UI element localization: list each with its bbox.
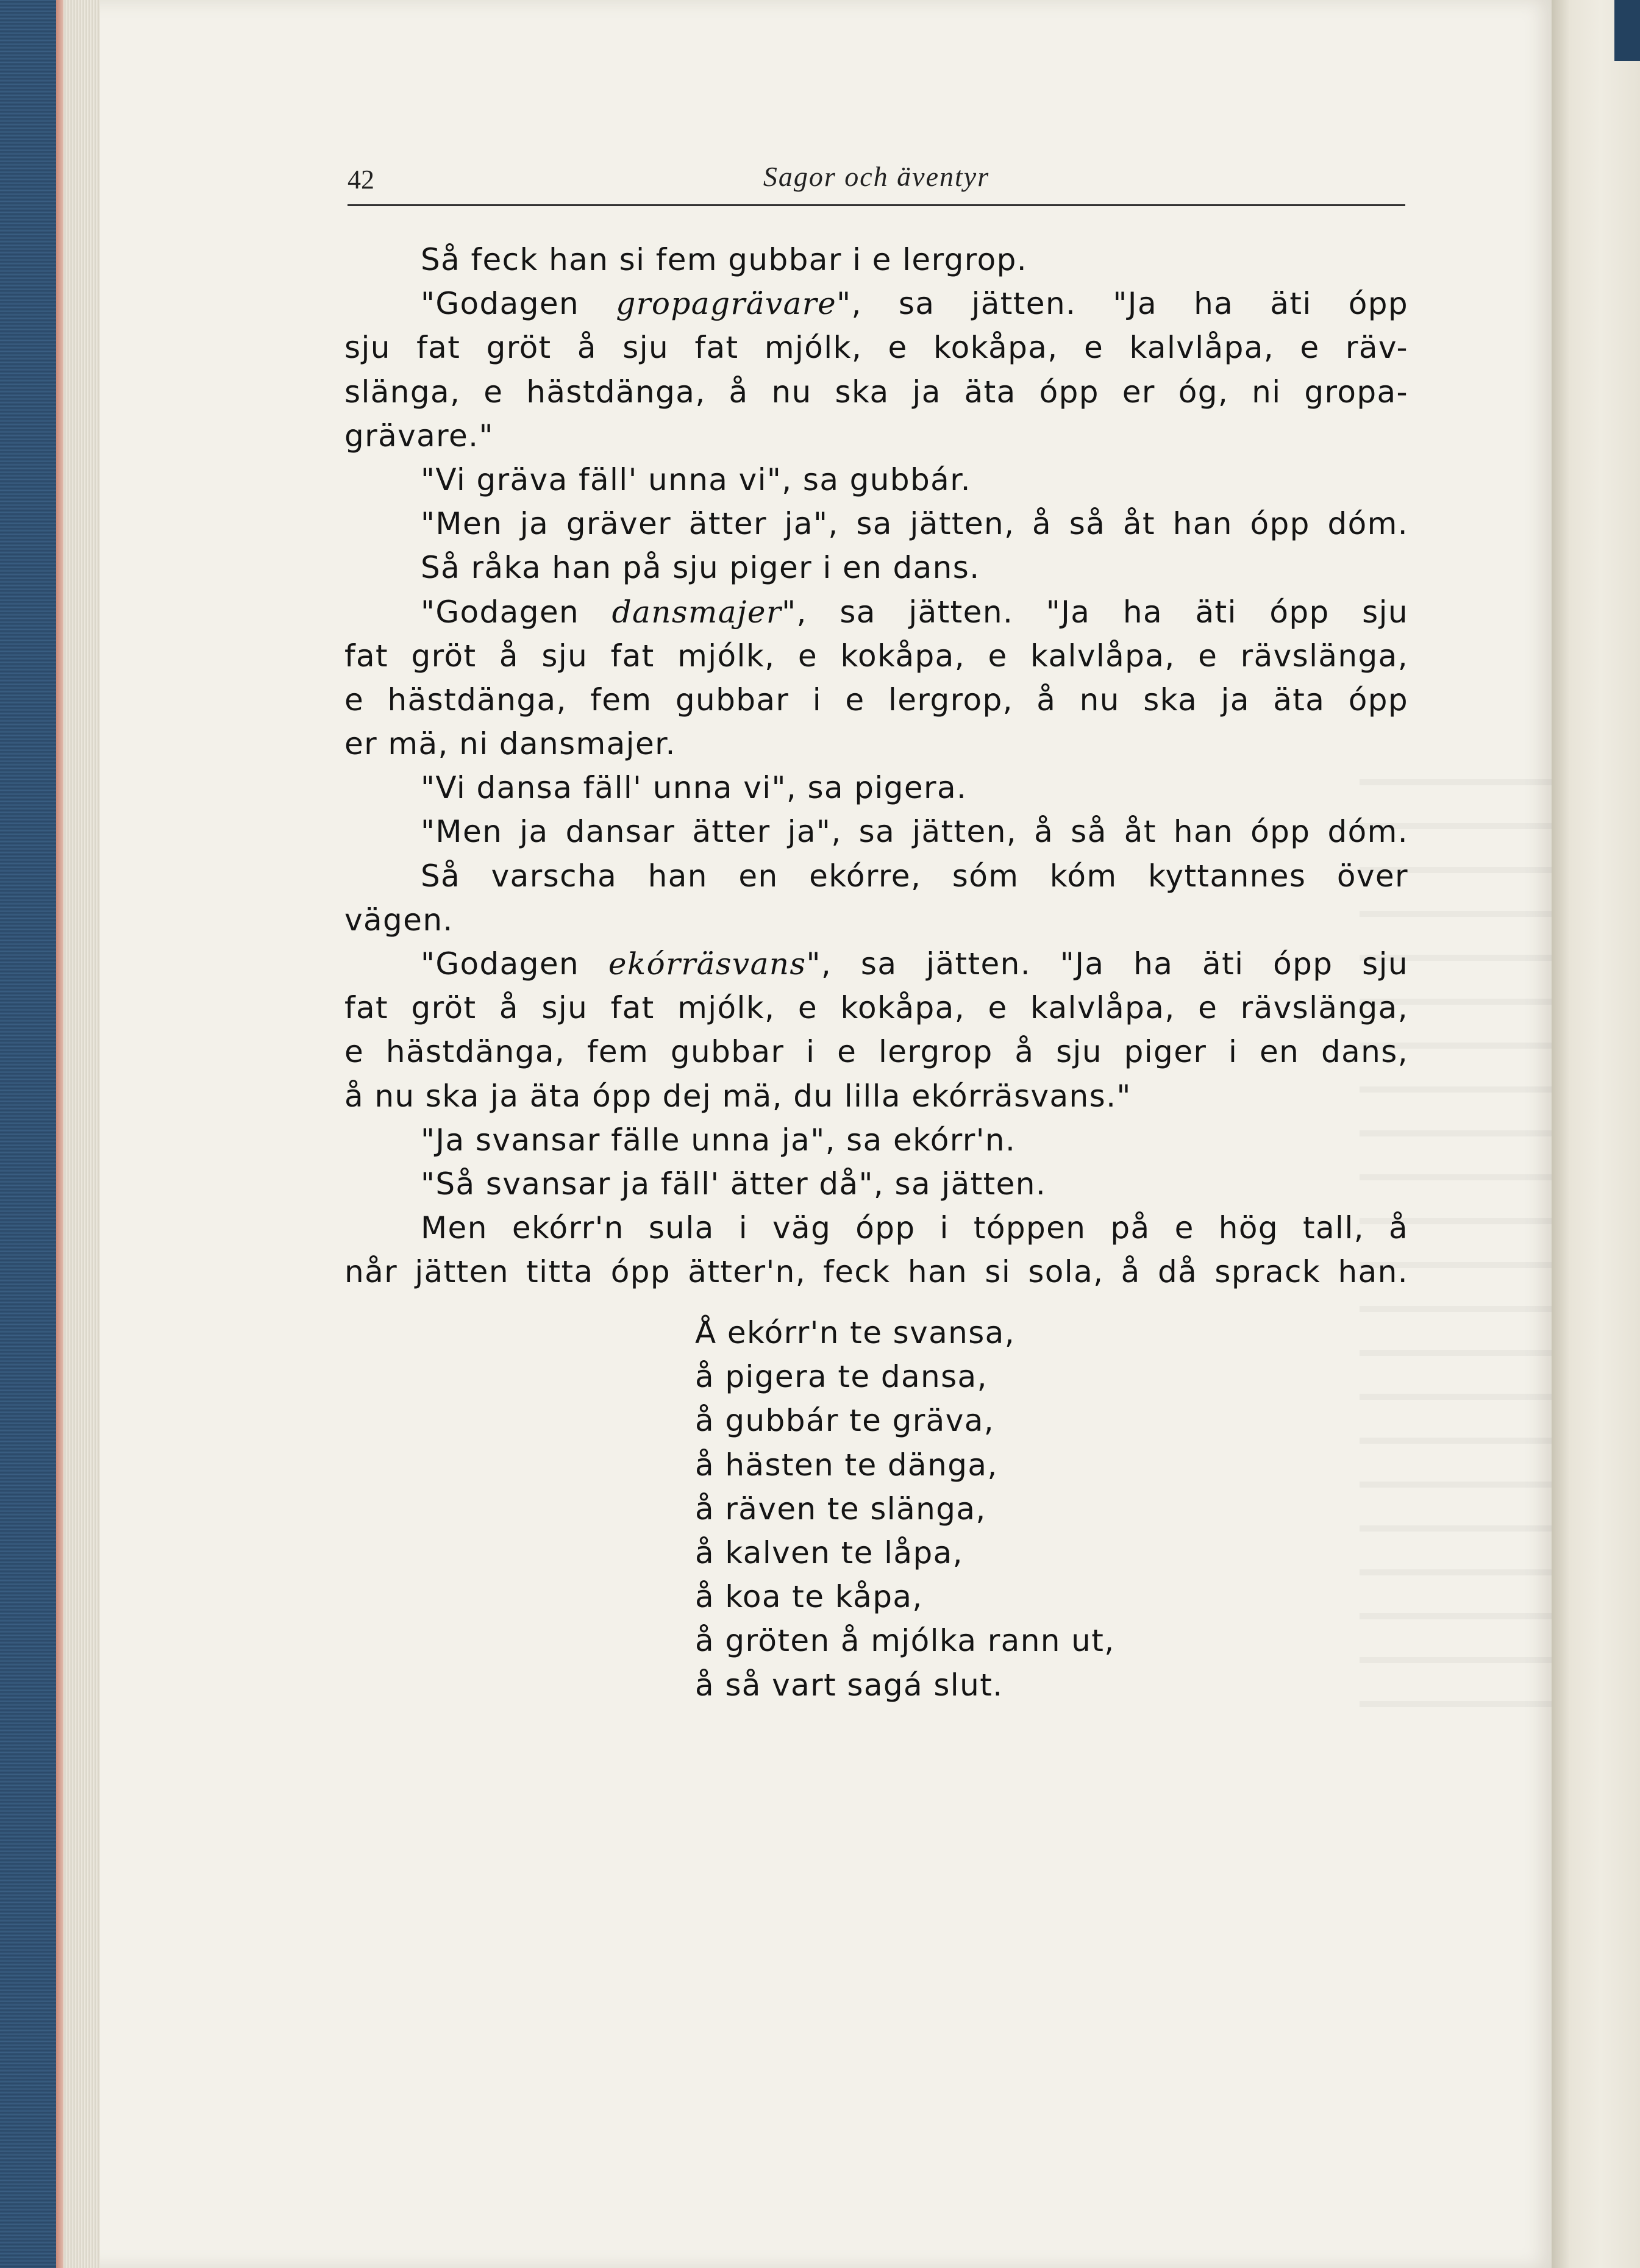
verse-line: å så vart sagá slut.: [695, 1667, 1004, 1703]
text-line: "Ja svansar fälle unna ja", sa ekórr'n.: [421, 1122, 1016, 1158]
verse-line: å koa te kåpa,: [695, 1579, 923, 1615]
text-line: grävare.": [344, 418, 494, 454]
text-line: slänga, e hästdänga, å nu ska ja äta ópp er óg, ni gropa-: [344, 374, 1408, 410]
text-line: vägen.: [344, 902, 454, 938]
verse-line: å kalven te låpa,: [695, 1535, 963, 1571]
book-binding: [0, 0, 61, 2268]
text-fragment: "Godagen: [421, 946, 608, 982]
story-text: [344, 238, 1408, 1294]
text-line: "Men ja dansar ätter ja", sa jätten, å så åt han ópp dóm.: [421, 814, 1408, 850]
text-line: "Men ja gräver ätter ja", sa jätten, å så åt han ópp dóm.: [421, 506, 1408, 542]
verse-line: å gubbár te gräva,: [695, 1403, 995, 1439]
page-number: 42: [348, 165, 374, 194]
text-line: fat gröt å sju fat mjólk, e kokåpa, e kalvlåpa, e rävslänga,: [344, 638, 1408, 674]
closing-verse: [695, 1311, 1183, 1707]
text-fragment: "Godagen: [421, 594, 612, 630]
verse-line: å hästen te dänga,: [695, 1447, 998, 1483]
text-line: å nu ska ja äta ópp dej mä, du lilla ekórräsvans.": [344, 1078, 1132, 1114]
text-line: "Vi dansa fäll' unna vi", sa pigera.: [421, 770, 968, 806]
text-line: "Vi gräva fäll' unna vi", sa gubbár.: [421, 462, 971, 497]
running-title: Sagor och äventyr: [763, 161, 990, 192]
text-line: sju fat gröt å sju fat mjólk, e kokåpa, e kalvlåpa, e räv-: [344, 330, 1408, 366]
verse-line: å pigera te dansa,: [695, 1359, 988, 1395]
text-line: e hästdänga, fem gubbar i e lergrop å sju piger i en dans,: [344, 1034, 1408, 1070]
text-line: er mä, ni dansmajer.: [344, 726, 676, 762]
text-line: når jätten titta ópp ätter'n, feck han si sola, å då sprack han.: [344, 1254, 1408, 1290]
verse-line: å räven te slänga,: [695, 1491, 986, 1527]
text-line: Så varscha han en ekórre, sóm kóm kyttannes över: [421, 858, 1408, 894]
text-line: [344, 590, 1408, 634]
text-line: Så råka han på sju piger i en dans.: [421, 550, 980, 586]
verse-line: å gröten å mjólka rann ut,: [695, 1623, 1115, 1659]
italic-name: gropagrävare: [616, 286, 837, 322]
text-line: [344, 282, 1408, 326]
text-line: fat gröt å sju fat mjólk, e kokåpa, e kalvlåpa, e rävslänga,: [344, 990, 1408, 1026]
italic-name: dansmajer: [611, 594, 782, 630]
text-line: Så feck han si fem gubbar i e lergrop.: [421, 242, 1028, 277]
text-line: [344, 942, 1408, 986]
text-line: e hästdänga, fem gubbar i e lergrop, å nu ska ja äta ópp: [344, 682, 1408, 718]
verse-line: Å ekórr'n te svansa,: [695, 1315, 1015, 1350]
text-fragment: "Godagen: [421, 286, 616, 322]
text-fragment: ", sa jätten. "Ja ha äti ópp: [836, 286, 1408, 322]
page-edges: [63, 0, 100, 2268]
italic-name: ekórräsvans: [608, 946, 807, 982]
cover-corner: [1614, 0, 1640, 61]
text-line: Men ekórr'n sula i väg ópp i tóppen på e hög tall, å: [421, 1210, 1408, 1246]
next-page-edge: [1552, 0, 1640, 2268]
text-line: "Så svansar ja fäll' ätter då", sa jätten.: [421, 1166, 1047, 1202]
text-fragment: ", sa jätten. "Ja ha äti ópp sju: [806, 946, 1408, 982]
text-fragment: ", sa jätten. "Ja ha äti ópp sju: [782, 594, 1408, 630]
page-header: [348, 155, 1405, 206]
